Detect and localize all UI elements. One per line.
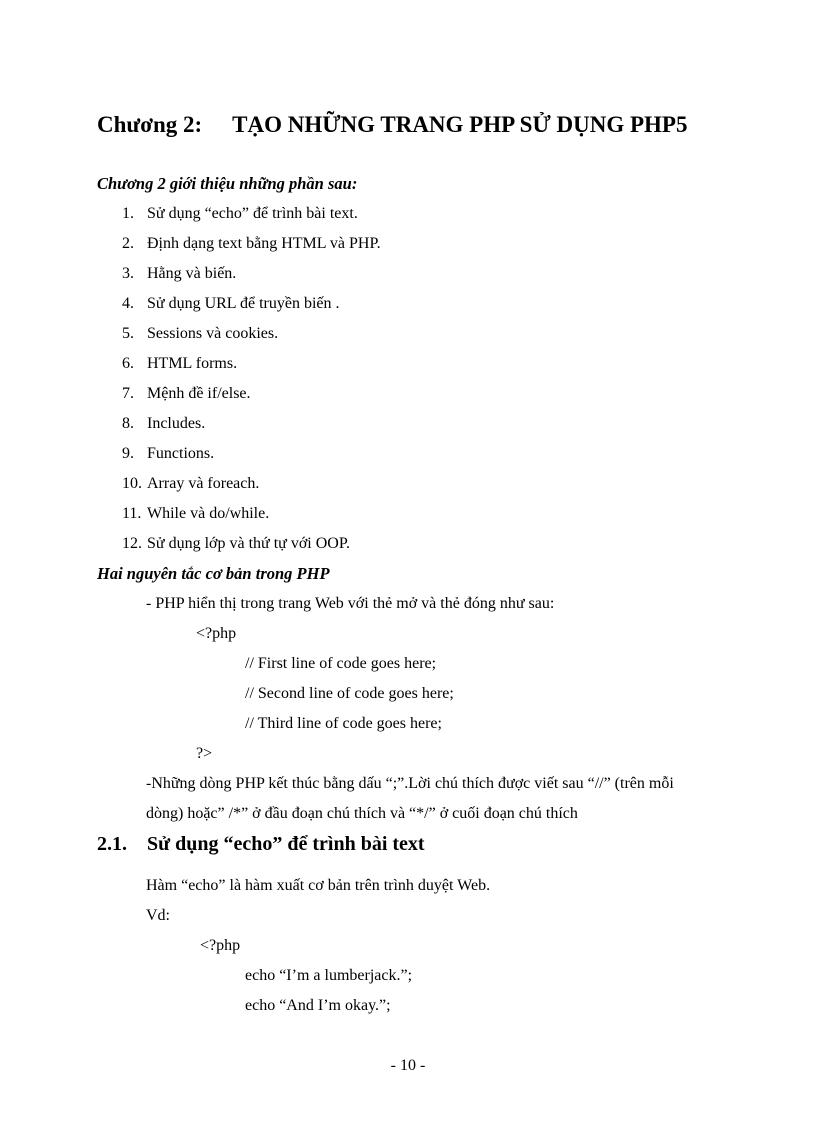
echo-code-line-1: echo “I’m a lumberjack.”;	[245, 967, 413, 984]
topic-number: 2.	[122, 235, 134, 252]
topic-number: 7.	[122, 385, 134, 402]
topic-text: While và do/while.	[147, 505, 270, 522]
principles-line-2b: dòng) hoặc” /*” ở đầu đoạn chú thích và “*/” ở cuối đoạn chú thích	[146, 805, 578, 822]
code-line-1: // First line of code goes here;	[245, 655, 437, 672]
topic-number: 5.	[122, 325, 134, 342]
chapter-intro: Chương 2 giới thiệu những phần sau:	[97, 174, 358, 193]
topic-list-item	[122, 474, 381, 504]
principles-line-2a: -Những dòng PHP kết thúc bằng dấu “;”.Lời chú thích được viết sau “//” (trên mỗi	[146, 775, 674, 792]
code-line-3: // Third line of code goes here;	[245, 715, 442, 732]
topic-list-item	[122, 534, 381, 564]
topic-text: Định dạng text bằng HTML và PHP.	[147, 235, 381, 252]
topic-list-item	[122, 354, 381, 384]
code-open-tag: <?php	[196, 625, 237, 642]
topic-number: 4.	[122, 295, 134, 312]
chapter-title-text: TẠO NHỮNG TRANG PHP SỬ DỤNG PHP5	[232, 112, 688, 137]
topic-text: Includes.	[147, 415, 206, 432]
topic-text: Mệnh đề if/else.	[147, 385, 251, 402]
chapter-title	[97, 112, 687, 138]
topic-list	[122, 204, 381, 564]
topic-list-item	[122, 414, 381, 444]
section-heading-2-1	[97, 833, 425, 856]
topic-text: Array và foreach.	[147, 475, 260, 492]
topic-list-item	[122, 504, 381, 534]
topic-number: 1.	[122, 205, 134, 222]
principles-heading: Hai nguyên tắc cơ bản trong PHP	[97, 564, 330, 583]
topic-list-item	[122, 324, 381, 354]
chapter-number-label: Chương 2:	[97, 112, 203, 137]
topic-list-item	[122, 294, 381, 324]
topic-number: 8.	[122, 415, 134, 432]
topic-number: 12.	[122, 535, 142, 552]
code-line-2: // Second line of code goes here;	[245, 685, 454, 702]
topic-text: HTML forms.	[147, 355, 238, 372]
topic-text: Sử dụng URL để truyền biến .	[147, 295, 340, 312]
topic-text: Sử dụng “echo” để trình bài text.	[147, 205, 358, 222]
topic-text: Sessions và cookies.	[147, 325, 279, 342]
echo-code-line-2: echo “And I’m okay.”;	[245, 997, 391, 1014]
section-description: Hàm “echo” là hàm xuất cơ bản trên trình duyệt Web.	[146, 877, 491, 894]
topic-number: 3.	[122, 265, 134, 282]
topic-number: 9.	[122, 445, 134, 462]
principles-line-1: - PHP hiển thị trong trang Web với thẻ mở và thẻ đóng như sau:	[146, 595, 555, 612]
echo-code-open-tag: <?php	[200, 937, 241, 954]
topic-list-item	[122, 384, 381, 414]
topic-list-item	[122, 264, 381, 294]
code-close-tag: ?>	[196, 745, 213, 762]
section-number: 2.1.	[97, 833, 127, 855]
topic-text: Functions.	[147, 445, 215, 462]
topic-number: 10.	[122, 475, 142, 492]
topic-number: 6.	[122, 355, 134, 372]
page-number: - 10 -	[390, 1057, 426, 1074]
topic-list-item	[122, 234, 381, 264]
topic-text: Hằng và biến.	[147, 265, 237, 282]
topic-text: Sử dụng lớp và thứ tự với OOP.	[147, 535, 350, 552]
topic-list-item	[122, 204, 381, 234]
topic-list-item	[122, 444, 381, 474]
section-title: Sử dụng “echo” để trình bài text	[147, 833, 425, 855]
example-label: Vd:	[146, 907, 170, 924]
topic-number: 11.	[122, 505, 142, 522]
